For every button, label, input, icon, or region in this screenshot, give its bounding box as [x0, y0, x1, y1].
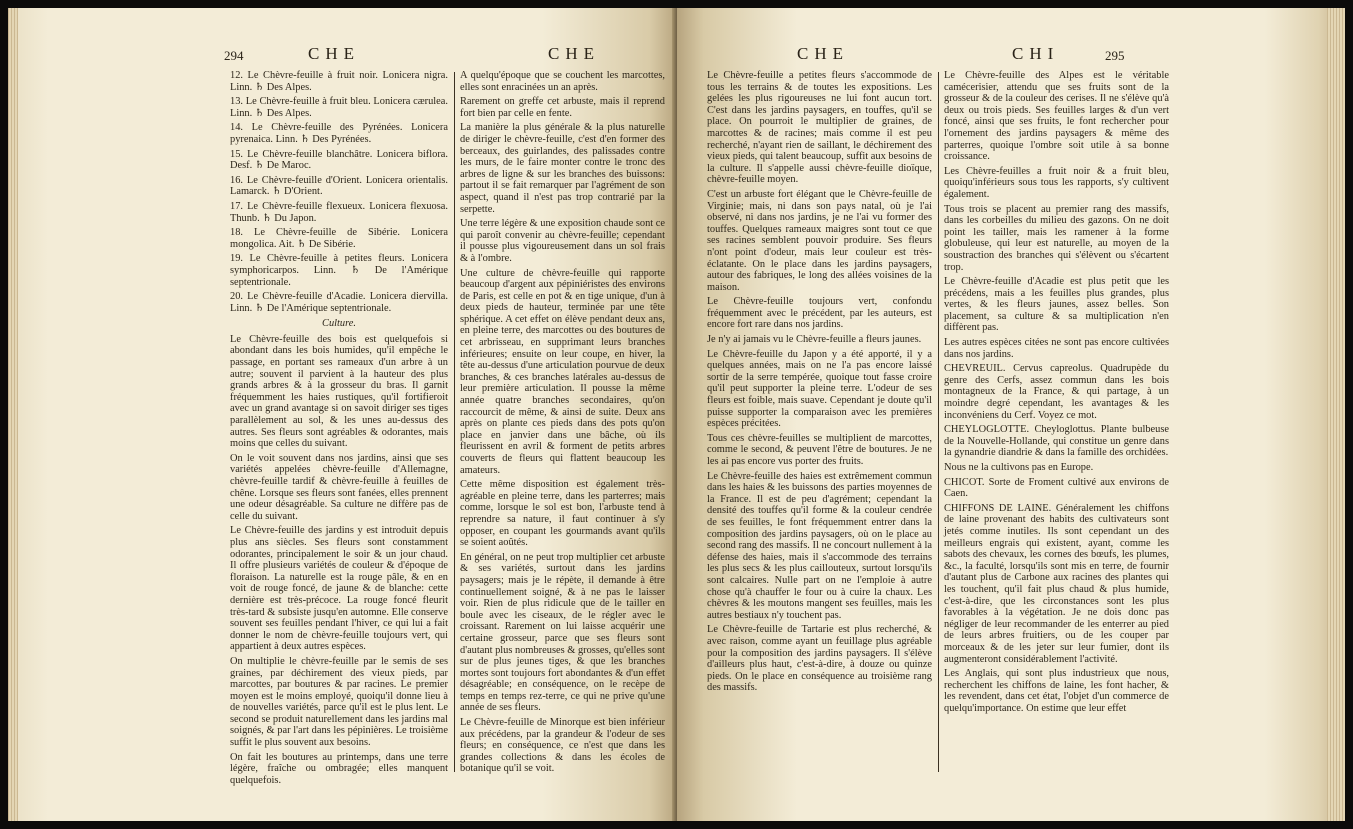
paragraph: Le Chèvre-feuille de Minorque est bien inférieur aux précédens, par la grandeur & l'odeur de ses fleurs; en conséquence, ce n'est que dans les grandes collections & dans les écoles de botanique qu'il se voit.: [460, 717, 665, 775]
left-page: [8, 8, 676, 821]
left-page-column-2: [460, 70, 665, 778]
right-page-header-right: CHI: [1012, 44, 1060, 63]
left-page-header-right: CHE: [548, 44, 600, 63]
right-page-column-1: [707, 70, 932, 697]
paragraph: Une terre légère & une exposition chaude sont ce qui paroît convenir au chèvre-feuille; cependant il pousse plus vigoureusement dans un sol frais & à l'ombre.: [460, 218, 665, 264]
paragraph: Le Chèvre-feuille de Tartarie est plus recherché, & avec raison, comme ayant un feuillage plus agréable pour la composition des jardins paysagers. Il s'élève d'ailleurs plus haut, c'est-à-dire, à douze ou quinze pieds. On le place en conséquence au troisième rang des massifs.: [707, 624, 932, 694]
paragraph: Le Chèvre-feuille des haies est extrêmement commun dans les haies & les buissons des parties moyennes de la France. Il est de peu d'agrément; cependant la densité des touffes qu'il forme & la couleur cendrée de ses feuilles, le font fréquemment entrer dans la composition des jardins paysagers, où on le place au second rang des massifs. Il ne concourt nullement à la défense des haies, mais il s'accommode des terrains les plus secs & les plus caillouteux, surtout lorsqu'ils sont calcaires. Nulle part on ne l'emploie à autre chose qu'à chauffer le four ou à cuire la chaux. Les chèvres & les moutons mangent ses feuilles, mais les autres bestiaux n'y touchent pas.: [707, 470, 932, 621]
paragraph: En général, on ne peut trop multiplier cet arbuste & ses variétés, surtout dans les jardins paysagers; mais je le répète, il demande à être continuellement soigné, & à ne pas le laisser voir. Rien de plus ridicule que de le tailler en boule avec les ciseaux, de le régler avec le croissant. Rarement on lui laisse acquérir une certaine grosseur, parce que ses fleurs sont d'autant plus nombreuses & grosses, qu'elles sont sur de plus jeunes tiges, & que les branches mortes sont toujours fort abondantes & d'un effet désagréable; en conséquence, on le recèpe de temps en temps rez-terre, ce qui ne prive qu'une année de ses fleurs.: [460, 551, 665, 714]
paragraph: Les Anglais, qui sont plus industrieux que nous, recherchent les chiffons de laine, les font hacher, & les revendent, dans cet état, l'objet d'un commerce de quelqu'importance. On estime que leur effet: [944, 668, 1169, 714]
paragraph: Culture.: [322, 318, 356, 330]
paragraph: CHEVREUIL. Cervus capreolus. Quadrupède du genre des Cerfs, assez commun dans les bois montagneux de la France, & qui partage, à un moindre degré cependant, les avantages & les inconvéniens du Cerf. Voyez ce mot.: [944, 363, 1169, 421]
paragraph: On le voit souvent dans nos jardins, ainsi que ses variétés appelées chèvre-feuille d'Allemagne, chèvre-feuille tardif & chèvre-feuille à feuilles de chêne. Lorsque ses fleurs sont fanées, elles prennent une odeur désagréable. Sa culture ne diffère pas de celle du suivant.: [230, 452, 448, 522]
paragraph: 20. Le Chèvre-feuille d'Acadie. Lonicera diervilla. Linn. ♄ De l'Amérique septentrionale.: [230, 291, 448, 314]
paragraph: Le Chèvre-feuille des Alpes est le véritable camécerisier, attendu que ses fruits sont de la grosseur & de la couleur des cerises. Il ne s'élève qu'à deux ou trois pieds. Ses feuilles larges & d'un vert foncé, ainsi que ses fruits, le font rechercher pour l'ornement des jardins paysagers & même des parterres, quoique l'ombre soit utile à sa bonne croissance.: [944, 70, 1169, 163]
paragraph: Le Chèvre-feuille d'Acadie est plus petit que les précédens, mais a les feuilles plus grandes, plus vertes, & les fleurs jaunes, assez belles. Son placement, sa culture & sa multiplication n'en diffèrent pas.: [944, 276, 1169, 334]
column-divider: [454, 72, 455, 772]
column-divider: [938, 72, 939, 772]
paragraph: Le Chèvre-feuille des jardins y est introduit depuis plus ans siècles. Ses fleurs sont constamment odorantes, principalement le soir & un jour chaud. Il offre plusieurs variétés de couleur & d'époque de floraison. La naturelle est la rouge pâle, & en en voit de rouge foncé, de jaune & de blanche: cette dernière est très-précoce. La rouge foncé fleurit très-tard & subsiste jusqu'en automne. Elle conserve souvent ses feuilles pendant l'hiver, ce qui lui a fait donner le nom de chèvre-feuille toujours vert, qui appartient à deux autres espèces.: [230, 525, 448, 653]
paragraph: 18. Le Chèvre-feuille de Sibérie. Lonicera mongolica. Ait. ♄ De Sibérie.: [230, 227, 448, 250]
paragraph: Rarement on greffe cet arbuste, mais il reprend fort bien par celle en fente.: [460, 96, 665, 119]
paragraph: Tous ces chèvre-feuilles se multiplient de marcottes, comme le second, & peuvent l'être de boutures. Je ne les ai pas encore vus porter des fruits.: [707, 432, 932, 467]
right-page: [677, 8, 1345, 821]
paragraph: 15. Le Chèvre-feuille blanchâtre. Lonicera biflora. Desf. ♄ De Maroc.: [230, 148, 448, 172]
paragraph: 16. Le Chèvre-feuille d'Orient. Lonicera orientalis. Lamarck. ♄ D'Orient.: [230, 174, 448, 198]
left-page-header-left: CHE: [308, 44, 360, 63]
left-page-number: 294: [224, 48, 244, 63]
paragraph: A quelqu'époque que se couchent les marcottes, elles sont enracinées un an après.: [460, 70, 665, 93]
paragraph: 12. Le Chèvre-feuille à fruit noir. Lonicera nigra. Linn. ♄ Des Alpes.: [230, 70, 448, 93]
right-page-column-2: [944, 70, 1169, 717]
paragraph: Tous trois se placent au premier rang des massifs, dans les corbeilles du milieu des gazons. On ne doit point les tailler, mais les ramener à la forme globuleuse, qui leur est naturelle, au moyen de la soustraction des branches qui s'élèvent ou s'écartent trop.: [944, 203, 1169, 273]
paragraph: On multiplie le chèvre-feuille par le semis de ses graines, par déchirement des vieux pieds, par marcottes, par boutures & par racines. Le premier moyen est le moins employé, quoiqu'il donne lieu à de nouvelles variétés, parce qu'il est le plus lent. Le second se produit naturellement dans les jardins mal soignés, & par l'art dans les pépinières. Le troisième suffit le plus souvent aux besoins.: [230, 655, 448, 749]
paragraph: Cette même disposition est également très-agréable en pleine terre, dans les parterres; mais comme, lorsque le sol est bon, l'arbuste tend à reprendre sa nature, il faut continuer à s'y opposer, en coupant les gourmands avant qu'ils se soient aoûtés.: [460, 479, 665, 549]
paragraph: La manière la plus générale & la plus naturelle de diriger le chèvre-feuille, c'est d'en former des berceaux, des guirlandes, des palissades contre les murs, de le faire monter contre le tronc des arbres de ligne & sur les branches des buissons: partout il se fait remarquer par l'agrément de son aspect, quand il n'est pas trop contrarié par la serpette.: [460, 122, 665, 215]
paragraph: C'est un arbuste fort élégant que le Chèvre-feuille de Virginie; mais, ni dans son pays natal, où je l'ai observé, ni dans nos jardins, je ne l'ai vu former des touffes. Quelques rameaux maigres sont tout ce que ses racines semblent pouvoir produire. Ses fleurs n'ont point d'odeur, mais leur couleur est très-éclatante. On le place dans les jardins paysagers, autour des fabriques, le long des allées voisines de la maison.: [707, 188, 932, 293]
paragraph: On fait les boutures au printemps, dans une terre légère, fraîche ou ombragée; elles manquent quelquefois.: [230, 751, 448, 786]
right-page-header-left: CHE: [797, 44, 849, 63]
paragraph: Les Chèvre-feuilles a fruit noir & a fruit bleu, quoiqu'inférieurs sous tous les rapports, s'y cultivent également.: [944, 165, 1169, 200]
paragraph: Je n'y ai jamais vu le Chèvre-feuille a fleurs jaunes.: [707, 334, 922, 346]
left-page-column-1: [230, 70, 448, 789]
paragraph: CHIFFONS DE LAINE. Généralement les chiffons de laine provenant des habits des cultivateurs sont jetés comme inutiles. Ils sont cependant un des meilleurs engrais qui existent, ayant, comme les sabots des chevaux, les cornes des bœufs, les plumes, &c., la faculté, lorsqu'ils sont mis en terre, de fournir d'autant plus de Carbone aux racines des plantes qui les touchent, qu'il fait plus chaud & plus humide, c'est-à-dire, que les circonstances sont les plus favorables à la végétation. Je ne dois donc pas négliger de leur recommander de les enterrer au pied de leurs arbres fruitiers, ou de les couper par morceaux & de les jeter sur leur fumier, dont ils augmenteront considérablement l'activité.: [944, 502, 1169, 665]
paragraph: Le Chèvre-feuille des bois est quelquefois si abondant dans les bois humides, qu'il empêche le passage, en portant ses rameaux d'un arbre à un autre; souvent il parvient à la hauteur des plus grands arbres & à la grosseur du bras. Il garnit fréquemment les haies rustiques, qu'il fortifieroit avec un grand avantage si on savoit diriger ses tiges parallèlement au sol, & les unes au-dessus des autres. Ses fleurs sont agréables & odorantes, mais moins que celles du suivant.: [230, 333, 448, 450]
paragraph: Le Chèvre-feuille a petites fleurs s'accommode de tous les terrains & de toutes les expositions. Les gelées les plus rigoureuses ne lui font aucun tort. C'est dans les jardins paysagers, en touffes, qu'il se place. On pourroit le multiplier de graines, de marcottes & de racines; mais comme il est peu recherché, n'ayant rien de saillant, le déchirement des vieux pieds, qui talent beaucoup, suffit aux besoins de la culture. Il s'appelle aussi chèvre-feuille dioïque, chèvre-feuille moyen.: [707, 70, 932, 186]
paragraph: Une culture de chèvre-feuille qui rapporte beaucoup d'argent aux pépiniéristes des environs de Paris, est celle en pot & en tige unique, d'un à deux pieds de hauteur, terminée par une tête sphérique. A cet effet on élève pendant deux ans, en pleine terre, des marcottes ou des boutures de cet arbrisseau, en supprimant leurs branches inférieures; ensuite on leur coupe, en hiver, la tête au-dessus d'une articulation pourvue de deux branches, & ces branches latérales au-dessus de leur première articulation. Il pousse la même année quatre branches secondaires, qu'on raccourcit de même, & ainsi de suite. Deux ans après on plante ces pieds dans des pots qu'on place en janvier dans une bâche, où ils fleurissent en avril & forment de petits arbres couverts de fleurs qui flattent beaucoup les amateurs.: [460, 267, 665, 476]
paragraph: Les autres espèces citées ne sont pas encore cultivées dans nos jardins.: [944, 337, 1169, 360]
paragraph: Nous ne la cultivons pas en Europe.: [944, 462, 1094, 473]
paragraph: 13. Le Chèvre-feuille à fruit bleu. Lonicera cærulea. Linn. ♄ Des Alpes.: [230, 96, 448, 119]
paragraph: 19. Le Chèvre-feuille à petites fleurs. Lonicera symphoricarpos. Linn. ♄ De l'Amérique septentrionale.: [230, 253, 448, 288]
right-page-edge: [1327, 8, 1345, 821]
book-spread: [8, 8, 1345, 821]
left-page-edge: [8, 8, 18, 821]
paragraph: 17. Le Chèvre-feuille flexueux. Lonicera flexuosa. Thunb. ♄ Du Japon.: [230, 200, 448, 224]
paragraph: CHICOT. Sorte de Froment cultivé aux environs de Caen.: [944, 476, 1169, 500]
paragraph: Le Chèvre-feuille du Japon y a été apporté, il y a quelques années, mais on ne l'a pas encore laissé sortir de la serre tempérée, quoique tout fasse croire qu'il peut supporter la pleine terre. L'odeur de ses fleurs est foible, mais suave. Cependant je doute qu'il puisse supporter la comparaison avec les premières espèces précitées.: [707, 348, 932, 430]
paragraph: Le Chèvre-feuille toujours vert, confondu fréquemment avec le précédent, par les auteurs, est encore fort rare dans nos jardins.: [707, 296, 932, 331]
paragraph: 14. Le Chèvre-feuille des Pyrénées. Lonicera pyrenaica. Linn. ♄ Des Pyrénées.: [230, 122, 448, 145]
paragraph: CHEYLOGLOTTE. Cheyloglottus. Plante bulbeuse de la Nouvelle-Hollande, qui constitue un genre dans la gynandrie diandrie & dans la famille des orchidées.: [944, 424, 1169, 459]
right-page-number: 295: [1105, 48, 1125, 63]
